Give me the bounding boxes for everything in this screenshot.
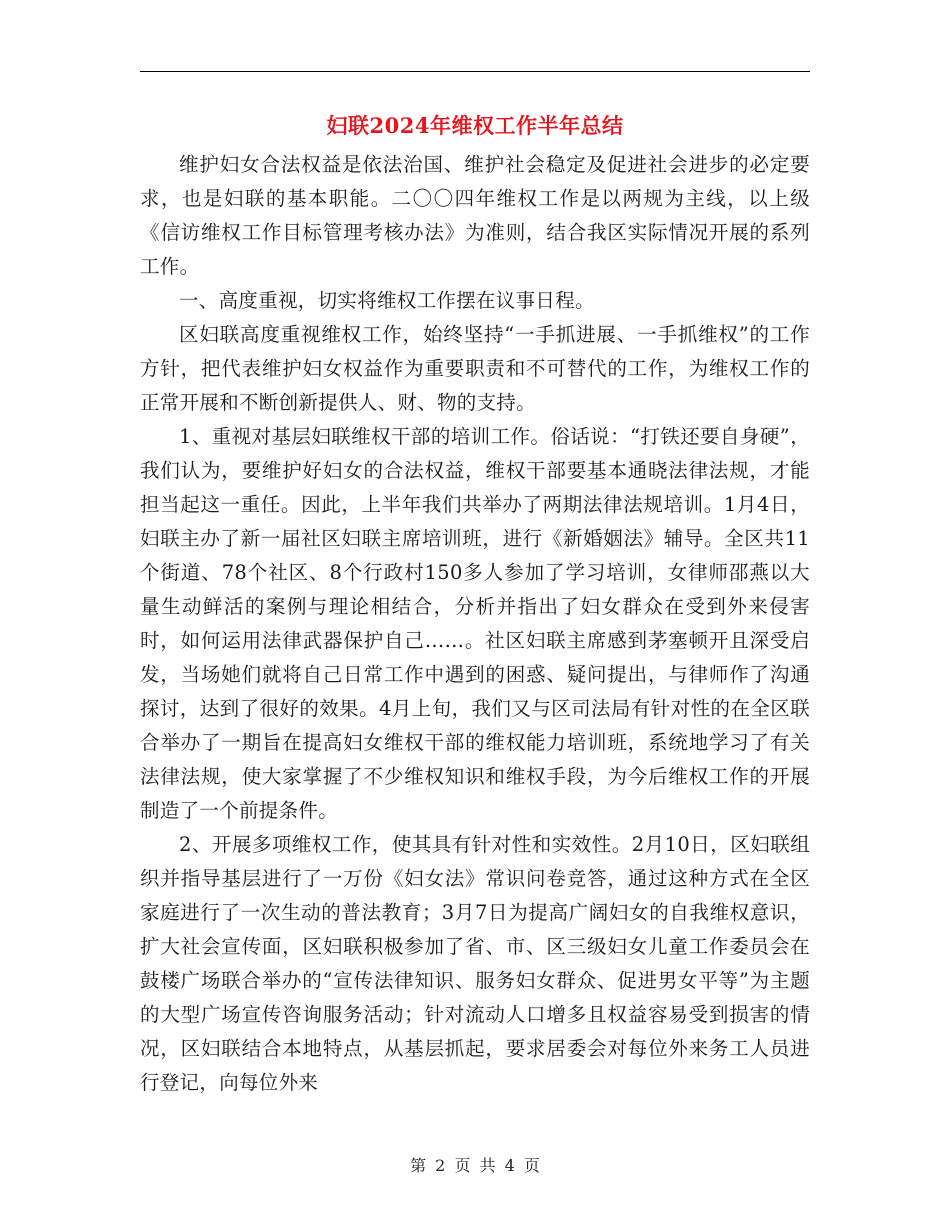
paragraph-intro: 维护妇女合法权益是依法治国、维护社会稳定及促进社会进步的必定要求，也是妇联的基本职能。二〇〇四年维权工作是以两规为主线，以上级《信访维权工作目标管理考核办法》为准则，结合我区实际情况开展的系列工作。 bbox=[140, 153, 810, 278]
document-title: 妇联2024年维权工作半年总结 bbox=[326, 113, 624, 138]
paragraph-section-heading: 一、高度重视，切实将维权工作摆在议事日程。 bbox=[179, 289, 595, 312]
paragraph-activities: 2、开展多项维权工作，使其具有针对性和实效性。2月10日，区妇联组织并指导基层进行了一万份《妇女法》常识问卷竞答，通过这种方式在全区家庭进行了一次生动的普法教育；3月7日为提高广阔妇女的自我维权意识，扩大社会宣传面，区妇联积极参加了省、市、区三级妇女儿童工作委员会在鼓楼广场联合举办的“宣传法律知识、服务妇女群众、促进男女平等”为主题的大型广场宣传咨询服务活动；针对流动人口增多且权益容易受到损害的情况，区妇联结合本地特点，从基层抓起，要求居委会对每位外来务工人员进行登记，向每位外来 bbox=[140, 833, 810, 1094]
paragraph-policy: 区妇联高度重视维权工作，始终坚持“一手抓进展、一手抓维权”的工作方针，把代表维护妇女权益作为重要职责和不可替代的工作，为维权工作的正常开展和不断创新提供人、财、物的支持。 bbox=[140, 323, 810, 414]
page-number-footer: 第 2 页 共 4 页 bbox=[410, 1156, 540, 1175]
paragraph-training: 1、重视对基层妇联维权干部的培训工作。俗话说：“打铁还要自身硬”，我们认为，要维护好妇女的合法权益，维权干部要基本通晓法律法规，才能担当起这一重任。因此，上半年我们共举办了两期法律法规培训。1月4日，妇联主办了新一届社区妇联主席培训班，进行《新婚姻法》辅导。全区共11个街道、78个社区、8个行政村150多人参加了学习培训，女律师邵燕以大量生动鲜活的案例与理论相结合，分析并指出了妇女群众在受到外来侵害时，如何运用法律武器保护自己……。社区妇联主席感到茅塞顿开且深受启发，当场她们就将自己日常工作中遇到的困惑、疑问提出，与律师作了沟通探讨，达到了很好的效果。4月上旬，我们又与区司法局有针对性的在全区联合举办了一期旨在提高妇女维权干部的维权能力培训班，系统地学习了有关法律法规，使大家掌握了不少维权知识和维权手段，为今后维权工作的开展制造了一个前提条件。 bbox=[140, 425, 810, 822]
header-rule bbox=[140, 71, 810, 72]
document-body bbox=[140, 148, 810, 1100]
